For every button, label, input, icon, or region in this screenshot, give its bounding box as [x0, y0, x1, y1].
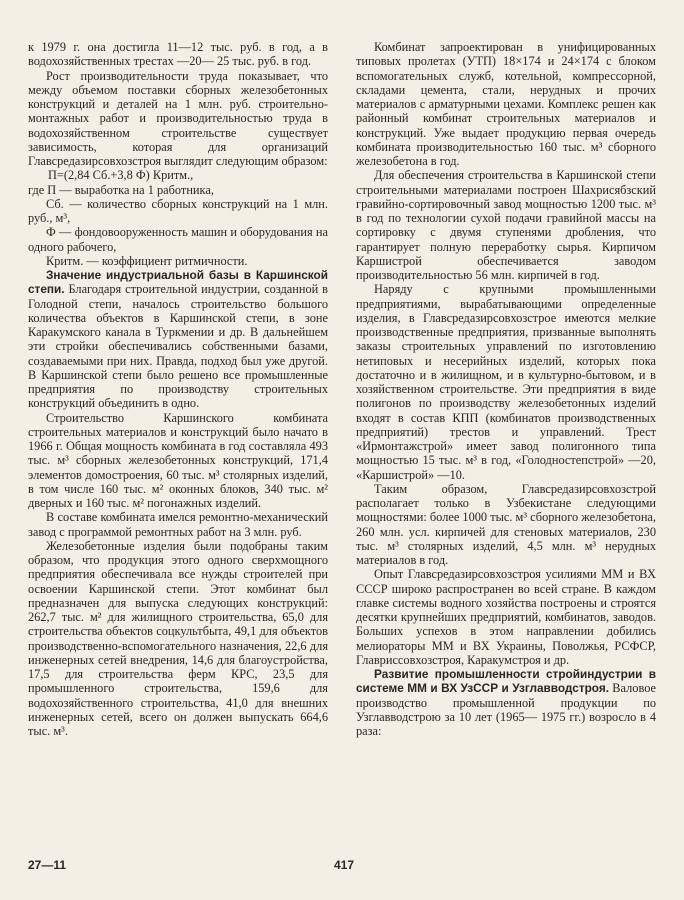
paragraph — [28, 197, 328, 226]
paragraph-text: Ф — фондовооруженность машин и оборудования на одного рабочего, — [28, 225, 328, 254]
paragraph-text: Таким образом, Главсредазирсовхозстрой располагает только в Узбекистане следующими мощностями: более 1000 тыс. м³ сборного железобетона, 260 млн. усл. кирпичей для стеновых материалов, 230 тыс. м³ столярных изделий, 4,5 млн. м³ нерудных материалов в год. — [356, 481, 656, 567]
paragraph — [28, 183, 328, 197]
paragraph-text: Благодаря строительной индустрии, созданной в Голодной степи, началось строительство большого количества объектов в Каршинской степи, в зоне Каракумского канала в Туркмении и др. В дальнейшем эти стройки обеспечивались собственными базами, создаваемыми при них. Правда, подход был уже другой. В Каршинской степи было решено все промышленные предприятия по производству строительных конструкций объединить в одно. — [28, 282, 328, 411]
paragraph — [28, 539, 328, 739]
paragraph-text: Рост производительности труда показывает, что между объемом поставки сборных железобетонных конструкций и деталей на 1 млн. руб. строительно-монтажных работ и производительностью труда в водохозяйственном строительстве существует зависимость, которая для организаций Главсредазирсовхозстроя выглядит следующим образом: — [28, 68, 328, 168]
page-number: 417 — [334, 858, 355, 872]
paragraph-text: Для обеспечения строительства в Каршинской степи строительными материалами построен Шахрисябзский гравийно-сортировочный завод мощностью 1200 тыс. м³ в год по технологии сухой подачи гравийной массы на сортировку с двумя ступенями дробления, что гарантирует полную переработку сырья. Кирпичом Каршистрой обеспечивается заводом производительностью 56 млн. кирпичей в год. — [356, 168, 656, 282]
right-text-column — [356, 40, 656, 738]
paragraph — [28, 411, 328, 511]
paragraph-text: где П — выработка на 1 работника, — [28, 182, 214, 197]
paragraph — [356, 168, 656, 282]
printer-signature-mark: 27—11 — [28, 858, 67, 872]
paragraph — [28, 268, 328, 411]
paragraph-text: Валовое производство промышленной продукции по Узглавводстрою за 10 лет (1965— 1975 гг.) возросло в 4 раза: — [356, 681, 656, 738]
section-heading: Значение индустриальной базы в Каршинской степи. — [28, 268, 328, 297]
paragraph-text: П=(2,84 Сб.+3,8 Ф) Критм., — [48, 168, 194, 183]
paragraph-text: Сб. — количество сборных конструкций на 1 млн. руб., м³, — [28, 196, 328, 225]
paragraph-text: к 1979 г. она достигла 11—12 тыс. руб. в год, а в водохозяйственных трестах —20— 25 тыс. руб. в год. — [28, 40, 328, 69]
paragraph — [28, 225, 328, 254]
paragraph-text: Наряду с крупными промышленными предприятиями, вырабатывающими определенные изделия, в Главсредазирсовхозстрое имеются мелкие производственные предприятия, призванные выполнять заказы строительных управлений по изготовлению нетиповых и несерийных изделий, которых пока достаточно и в жилищном, и в культурно-бытовом, и в хозяйственном строительстве. Эти предприятия в виде полигонов по производству железобетонных изделий входят в состав КПП (комбинатов производственных предприятий) трестов и управлений. Трест «Ирмонтажстрой» имеет завод полигонного типа мощностью 15 тыс. м³ в год, «Голодностепстрой» —20, «Каршистрой» —10. — [356, 282, 656, 482]
left-text-column — [28, 40, 328, 738]
paragraph-text: Комбинат запроектирован в унифицированных типовых пролетах (УТП) 18×174 и 24×174 с блоком вспомогательных служб, котельной, компрессорной, складами цемента, стали, нерудных и прочих материалов с арматурными цехами. Комплекс решен как районный комбинат строительных материалов и конструкций. Уже выдает продукцию первая очередь комбината производительностью 160 тыс. м³ сборного железобетона в год. — [356, 40, 656, 168]
paragraph-text: Строительство Каршинского комбината строительных материалов и конструкций было начато в 1966 г. Общая мощность комбината в год составляла 493 тыс. м³ сборных железобетонных конструкций, 171,4 элементов домостроения, 60 тыс. м³ столярных изделий, в том числе 160 тыс. м² оконных блоков, 340 тыс. м² дверных и 160 тыс. м² погонажных изделий. — [28, 410, 328, 510]
paragraph-text: Железобетонные изделия были подобраны таким образом, что продукция этого одного сверхмощного предприятия обеспечивала все нужды строителей при освоении Каршинской степи. Этот комбинат был предназначен для выпуска следующих конструкций: 262,7 тыс. м² для жилищного строительства, 65,0 для строительства объектов соцкультбыта, 49,1 для объектов производственно-вспомогательного назначения, 22,6 для инженерных сетей внедрения, 14,6 для благоустройства, 17,5 для строительства ферм КРС, 23,5 для промышленного строительства, 159,6 для водохозяйственного строительства, 41,0 для внешних инженерных сетей, всего он должен выпускать 664,6 тыс. м³. — [28, 538, 328, 738]
paragraph-text: Опыт Главсредазирсовхозстроя усилиями ММ и ВХ СССР широко распространен во всей стране. В каждом главке системы водного хозяйства построены и строятся десятки крупнейших предприятий, комбинатов, заводов. Больших успехов в этом направлении добились мелиораторы ММ и ВХ Украины, Поволжья, РСФСР, Главриссовхозстроя, Каракумстроя и др. — [356, 567, 656, 667]
paragraph — [28, 40, 328, 69]
paragraph — [28, 254, 328, 268]
paragraph — [28, 69, 328, 169]
paragraph — [28, 168, 328, 182]
paragraph — [356, 482, 656, 568]
paragraph — [28, 510, 328, 539]
section-heading: Развитие промышленности стройиндустрии в системе ММ и ВХ УзССР и Узглавводстроя. — [356, 667, 656, 696]
paragraph-text: В составе комбината имелся ремонтно-механический завод с программой ремонтных работ на 3 млн. руб. — [28, 510, 328, 539]
paragraph — [356, 667, 656, 738]
paragraph — [356, 282, 656, 482]
paragraph — [356, 567, 656, 667]
paragraph — [356, 40, 656, 168]
paragraph-text: Критм. — коэффициент ритмичности. — [46, 253, 248, 268]
